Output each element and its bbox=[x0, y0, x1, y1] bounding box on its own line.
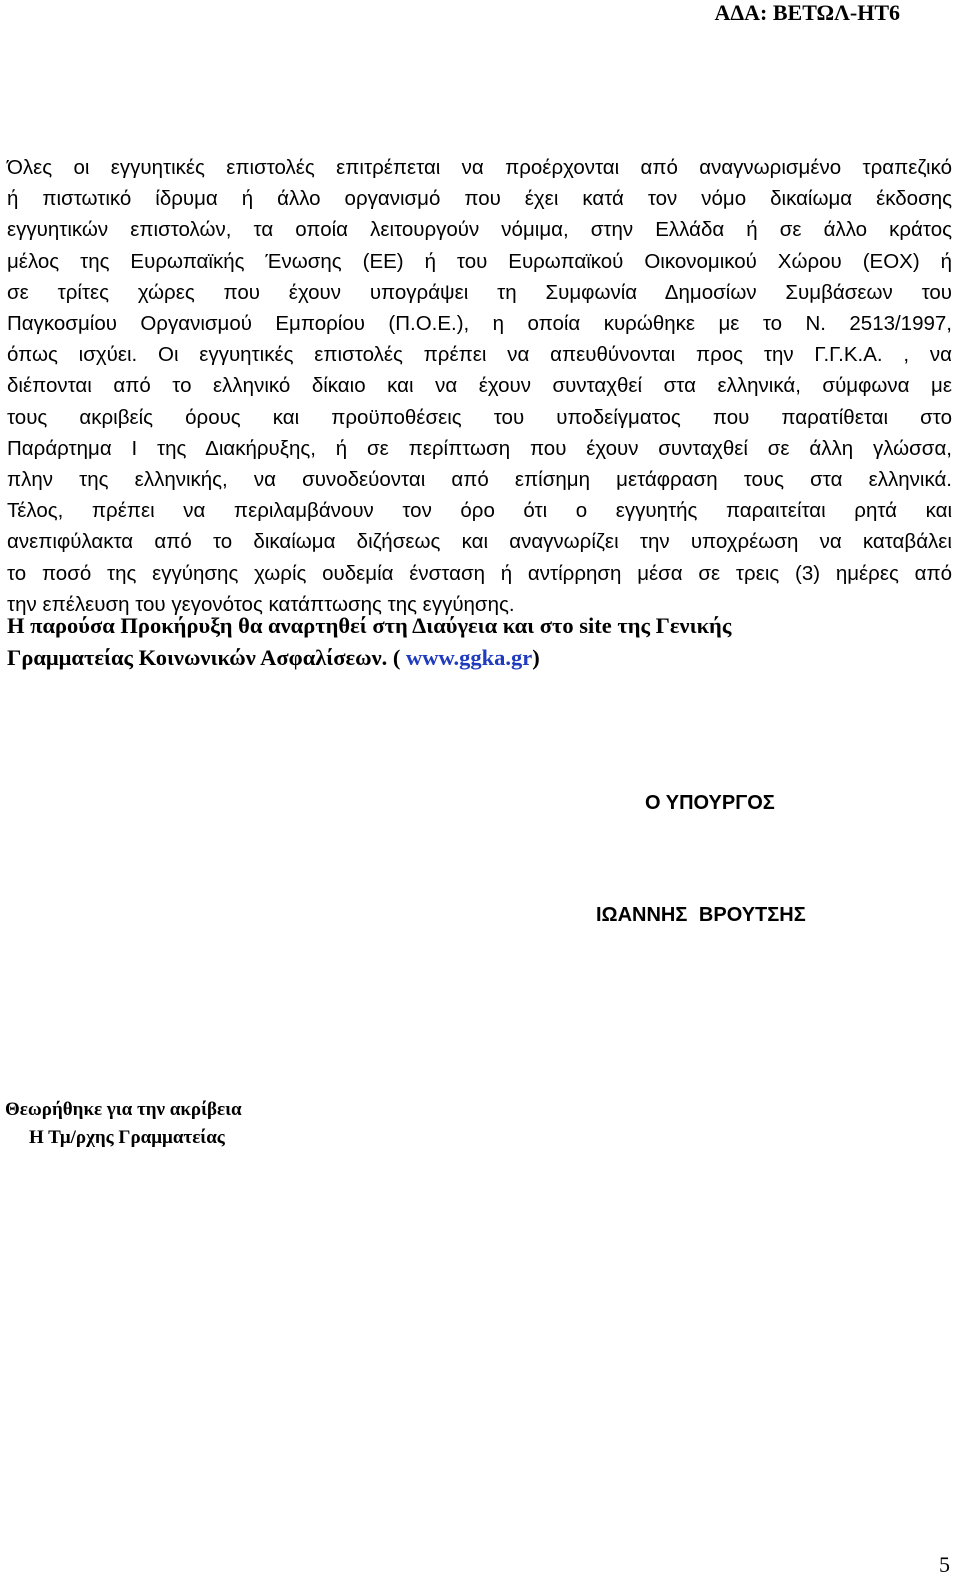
ggka-website-link[interactable]: www.ggka.gr bbox=[406, 645, 533, 670]
page-number: 5 bbox=[939, 1552, 950, 1577]
notice-line-1: Η παρούσα Προκήρυξη θα αναρτηθεί στη Διαύγεια και στο site της Γενικής bbox=[7, 613, 732, 638]
guarantee-letters-paragraph bbox=[7, 152, 952, 620]
paragraph-line: την επέλευση του γεγονότος κατάπτωσης της εγγύησης. bbox=[7, 592, 515, 616]
paragraph-line: μέλος της Ευρωπαϊκής Ένωσης (ΕΕ) ή του Ευρωπαϊκού Οικονομικού Χώρου (ΕΟΧ) ή bbox=[7, 249, 952, 273]
paragraph-line: Τέλος, πρέπει να περιλαμβάνουν τον όρο ότι ο εγγυητής παραιτείται ρητά και bbox=[7, 499, 952, 523]
publication-notice bbox=[7, 610, 952, 674]
paragraph-line: ή πιστωτικό ίδρυμα ή άλλο οργανισμό που έχει κατά τον νόμο δικαίωμα έκδοσης bbox=[7, 187, 952, 211]
paragraph-line: όπως ισχύει. Οι εγγυητικές επιστολές πρέπει να απευθύνονται προς την Γ.Γ.Κ.Α. , να bbox=[7, 343, 952, 367]
paragraph-line: ανεπιφύλακτα από το δικαίωμα διζήσεως και αναγνωρίζει την υποχρέωση να καταβάλει bbox=[7, 530, 952, 554]
paragraph-line: σε τρίτες χώρες που έχουν υπογράψει τη Συμφωνία Δημοσίων Συμβάσεων του bbox=[7, 280, 952, 304]
paragraph-line: Παράρτημα Ι της Διακήρυξης, ή σε περίπτωση που έχουν συνταχθεί σε άλλη γλώσσα, bbox=[7, 436, 952, 460]
notice-line-2-text: Γραμματείας Κοινωνικών Ασφαλίσεων. ( bbox=[7, 645, 407, 670]
paragraph-line: εγγυητικών επιστολών, τα οποία λειτουργούν νόμιμα, στην Ελλάδα ή σε άλλο κράτος bbox=[7, 218, 952, 242]
certification-block bbox=[5, 1096, 242, 1152]
certification-line-2: Η Τμ/ρχης Γραμματείας bbox=[29, 1127, 225, 1148]
certification-line-1: Θεωρήθηκε για την ακρίβεια bbox=[5, 1099, 242, 1120]
paragraph-line: τους ακριβείς όρους και προϋποθέσεις του υποδείγματος που παρατίθεται στο bbox=[7, 405, 952, 429]
ada-code: ΑΔΑ: ΒΕΤΩΛ-ΗΤ6 bbox=[714, 0, 900, 25]
notice-line-2 bbox=[7, 642, 952, 674]
signatory-title: Ο ΥΠΟΥΡΓΟΣ bbox=[645, 792, 775, 814]
signatory-name: ΙΩΑΝΝΗΣ ΒΡΟΥΤΣΗΣ bbox=[596, 904, 806, 926]
paragraph-line: Όλες οι εγγυητικές επιστολές επιτρέπεται να προέρχονται από αναγνωρισμένο τραπεζικό bbox=[7, 156, 952, 179]
notice-line-2-end: ) bbox=[532, 645, 540, 670]
paragraph-line: διέπονται από το ελληνικό δίκαιο και να έχουν συνταχθεί στα ελληνικά, σύμφωνα με bbox=[7, 374, 952, 398]
paragraph-line: το ποσό της εγγύησης χωρίς ουδεμία ένσταση ή αντίρρηση μέσα σε τρεις (3) ημέρες από bbox=[7, 561, 952, 585]
paragraph-line: πλην της ελληνικής, να συνοδεύονται από επίσημη μετάφραση τους στα ελληνικά. bbox=[7, 468, 952, 492]
paragraph-line: Παγκοσμίου Οργανισμού Εμπορίου (Π.Ο.Ε.), η οποία κυρώθηκε με το Ν. 2513/1997, bbox=[7, 312, 952, 336]
